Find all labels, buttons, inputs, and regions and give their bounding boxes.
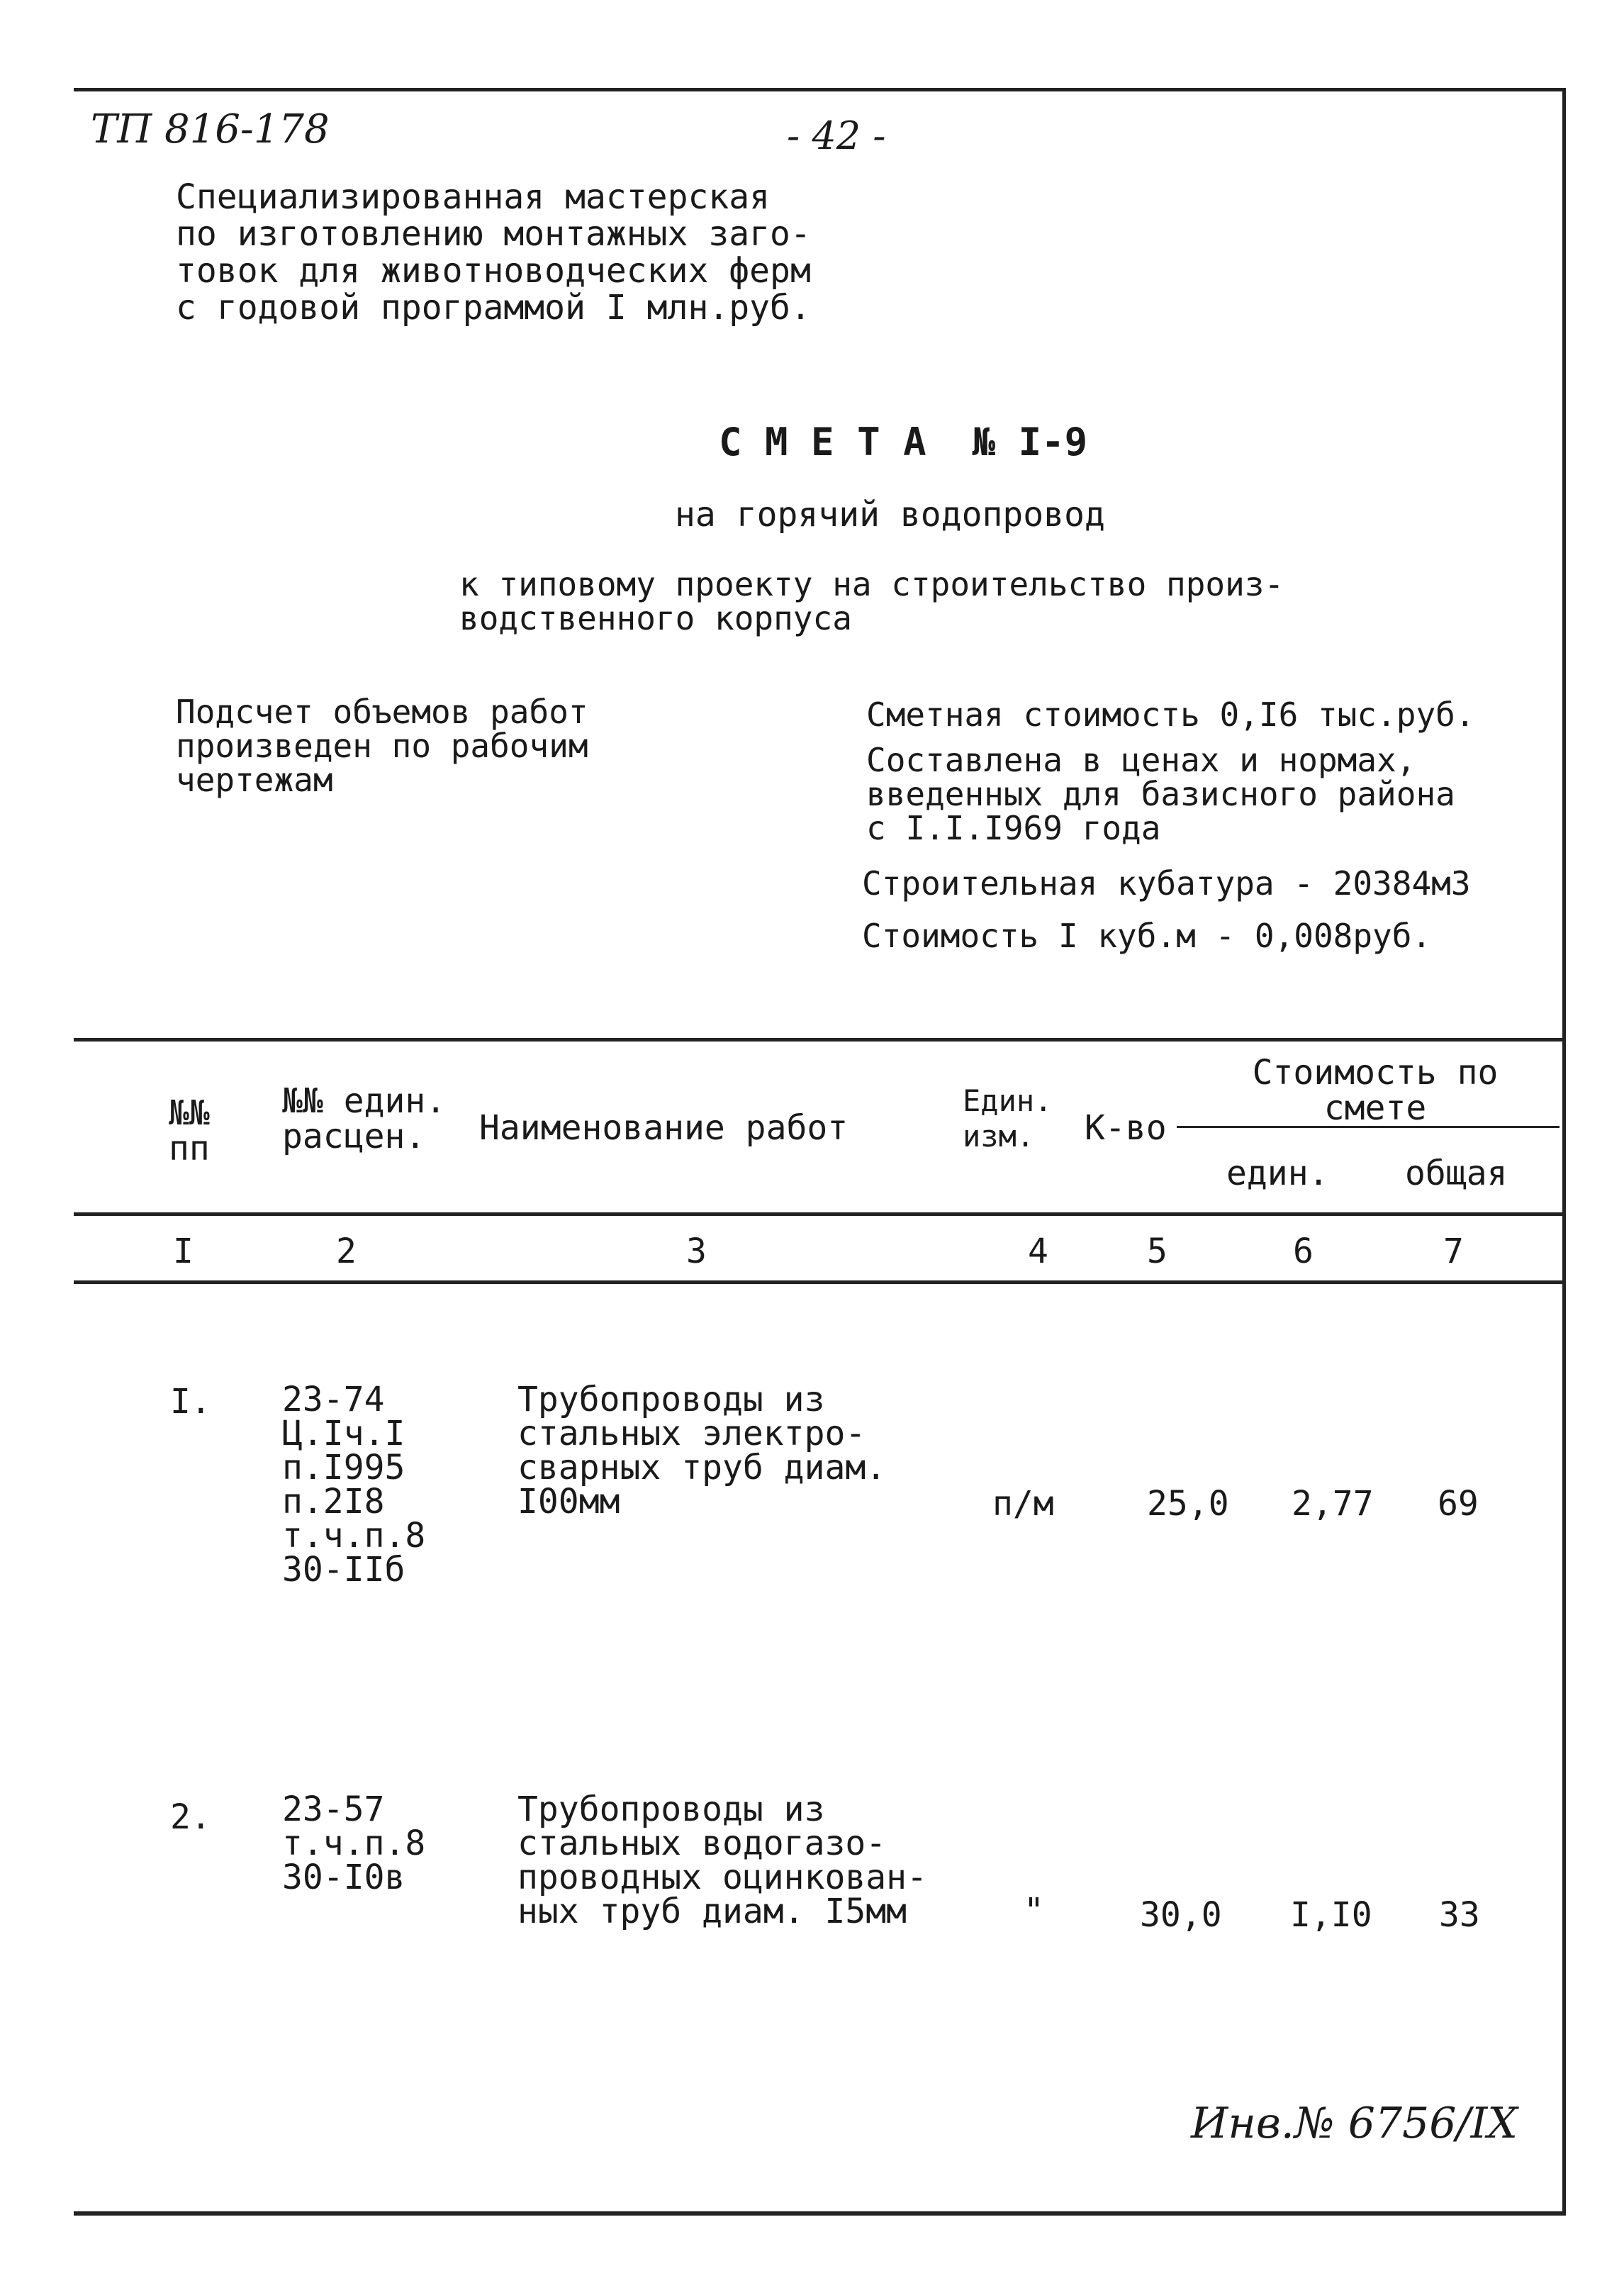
inventory-number: Инв.№ 6756/IX <box>1191 2099 1518 2148</box>
header-cost-total: общая <box>1405 1154 1508 1193</box>
row-name: Трубопроводы из стальных водогазо- проводных оцинкован- ных труб диам. I5мм <box>517 1789 927 1931</box>
row-num: I. <box>170 1382 211 1422</box>
row-unit: п/м <box>992 1484 1054 1524</box>
column-number: 3 <box>686 1232 707 1271</box>
column-number: 4 <box>1028 1232 1048 1271</box>
header-unit: Един. изм. <box>963 1083 1053 1154</box>
document-title: С М Е Т А № I-9 <box>719 420 1088 464</box>
row-price: I,I0 <box>1290 1895 1372 1935</box>
column-number: 6 <box>1293 1232 1314 1271</box>
unit-cost: Стоимость I куб.м - 0,008руб. <box>862 917 1432 955</box>
organization-block: Специализированная мастерская по изготовлению монтажных заго- товок для животноводческих ферм с годовой программой I млн.руб. <box>176 177 811 328</box>
column-number: 2 <box>336 1232 357 1271</box>
project-description: к типовому проекту на строительство произ- водственного корпуса <box>459 565 1284 637</box>
row-name: Трубопроводы из стальных электро- сварных труб диам. I00мм <box>517 1380 887 1521</box>
column-number: I <box>173 1232 194 1271</box>
row-code: 23-74 Ц.Iч.I п.I995 п.2I8 т.ч.п.8 30-IIб <box>282 1380 426 1590</box>
table-top-rule <box>74 1038 1566 1042</box>
document-subtitle: на горячий водопровод <box>675 495 1105 535</box>
header-cost-unit: един. <box>1226 1154 1329 1193</box>
header-code: №№ един. расцен. <box>282 1081 447 1156</box>
row-price: 2,77 <box>1292 1484 1374 1524</box>
building-volume: Строительная кубатура - 20384м3 <box>862 864 1471 903</box>
row-qty: 30,0 <box>1140 1895 1222 1935</box>
row-num: 2. <box>170 1797 211 1837</box>
doc-code: ТП 816-178 <box>91 106 330 152</box>
column-number: 5 <box>1147 1232 1167 1271</box>
row-total: 33 <box>1439 1895 1480 1935</box>
page-number: - 42 - <box>787 113 886 158</box>
header-bottom-rule <box>74 1212 1566 1216</box>
header-cost-group: Стоимость по смете <box>1252 1053 1499 1128</box>
header-qty: К-во <box>1085 1108 1167 1148</box>
header-num: №№ пп <box>169 1093 210 1168</box>
column-numbers-rule <box>74 1280 1566 1284</box>
estimated-cost: Сметная стоимость 0,I6 тыс.руб. <box>866 696 1475 734</box>
row-unit: " <box>1024 1891 1044 1931</box>
column-number: 7 <box>1443 1232 1464 1271</box>
row-code: 23-57 т.ч.п.8 30-I0в <box>282 1789 426 1897</box>
price-basis: Составлена в ценах и нормах, введенных для базисного района с I.I.I969 года <box>866 741 1455 847</box>
row-total: 69 <box>1438 1484 1479 1524</box>
calculation-note: Подсчет объемов работ произведен по рабочим чертежам <box>176 693 588 799</box>
row-qty: 25,0 <box>1147 1484 1229 1524</box>
header-name: Наименование работ <box>479 1108 849 1148</box>
